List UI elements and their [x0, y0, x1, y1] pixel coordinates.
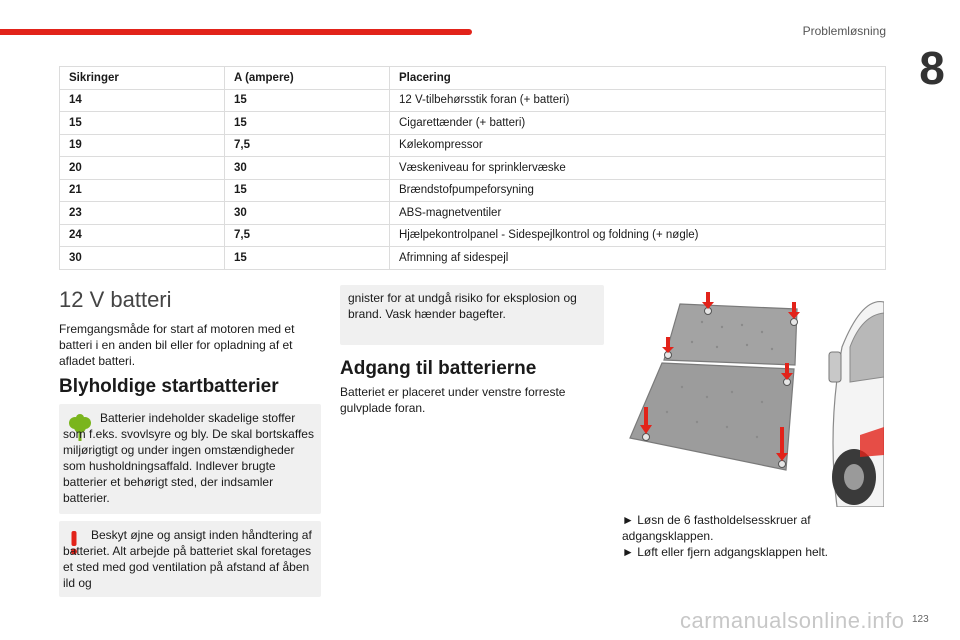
screw-icon: [791, 319, 798, 326]
fuse-placement: Cigarettænder (+ batteri): [390, 112, 886, 135]
fuse-amperage: 15: [225, 89, 390, 112]
fuse-placement: Hjælpekontrolpanel - Sidespejlkontrol og foldning (+ nøgle): [390, 224, 886, 247]
chapter-number: 8: [919, 42, 945, 94]
screw-icon: [643, 434, 650, 441]
fuse-number: 19: [60, 134, 225, 157]
warning-continued-text: gnister for at undgå risiko for eksplosion og brand. Vask hænder bagefter.: [348, 291, 577, 321]
fuse-amperage: 30: [225, 157, 390, 180]
warning-notice: [59, 521, 321, 597]
warning-notice-text: Beskyt øjne og ansigt inden håndtering af batteriet. Alt arbejde på batteriet skal foretages et sted med god ventilation på afstand af åben ild og: [63, 528, 312, 590]
page-number: 123: [912, 614, 929, 625]
column-header: Placering: [390, 67, 886, 90]
fuse-placement: Kølekompressor: [390, 134, 886, 157]
fuse-table: [59, 66, 886, 270]
fuse-number: 21: [60, 179, 225, 202]
fuse-number: 15: [60, 112, 225, 135]
table-row: [60, 224, 886, 247]
lead-battery-heading: Blyholdige startbatterier: [59, 376, 279, 397]
table-row: [60, 134, 886, 157]
fuse-placement: Afrimning af sidespejl: [390, 247, 886, 270]
fuse-number: 24: [60, 224, 225, 247]
fuse-placement: Væskeniveau for sprinklervæske: [390, 157, 886, 180]
watermark: carmanualsonline.info: [680, 608, 905, 633]
access-heading: Adgang til batterierne: [340, 358, 537, 379]
fuse-placement: ABS-magnetventiler: [390, 202, 886, 225]
fuse-amperage: 7,5: [225, 224, 390, 247]
fuse-amperage: 7,5: [225, 134, 390, 157]
warning-notice-continued: [340, 285, 604, 345]
fuse-amperage: 30: [225, 202, 390, 225]
battery-heading: 12 V batteri: [59, 287, 172, 312]
section-title: Problemløsning: [802, 24, 886, 38]
fuse-number: 20: [60, 157, 225, 180]
fuse-amperage: 15: [225, 179, 390, 202]
access-panel-illustration: [622, 287, 884, 507]
screw-icon: [779, 461, 786, 468]
table-row: [60, 112, 886, 135]
fuse-number: 23: [60, 202, 225, 225]
table-header-row: [60, 67, 886, 90]
step-item: ► Løsn de 6 fastholdelsesskruer af adgangsklappen.: [622, 513, 811, 543]
fuse-placement: 12 V-tilbehørsstik foran (+ batteri): [390, 89, 886, 112]
top-accent-bar: [0, 29, 472, 35]
fuse-amperage: 15: [225, 247, 390, 270]
table-row: [60, 89, 886, 112]
fuse-amperage: 15: [225, 112, 390, 135]
table-row: [60, 202, 886, 225]
fuse-number: 14: [60, 89, 225, 112]
fuse-placement: Brændstofpumpeforsyning: [390, 179, 886, 202]
fuse-number: 30: [60, 247, 225, 270]
battery-intro: Fremgangsmåde for start af motoren med et batteri i en anden bil eller for opladning af et afladet batteri.: [59, 322, 295, 368]
step-item: ► Løft eller fjern adgangsklappen helt.: [622, 545, 828, 559]
column-header: Sikringer: [60, 67, 225, 90]
table-row: [60, 179, 886, 202]
access-text: Batteriet er placeret under venstre forreste gulvplade foran.: [340, 385, 566, 415]
table-row: [60, 157, 886, 180]
table-row: [60, 247, 886, 270]
floor-plate-upper: [664, 304, 797, 365]
access-steps: [622, 512, 872, 560]
eco-notice-text: Batterier indeholder skadelige stoffer som f.eks. svovlsyre og bly. De skal bortskaffes miljørigtigt og under ingen omstændigheder som husholdningsaffald. Indlever brugte batterier et behørigt sted, der indsamler batterier.: [63, 411, 314, 505]
eco-notice: [59, 404, 321, 514]
column-header: A (ampere): [225, 67, 390, 90]
